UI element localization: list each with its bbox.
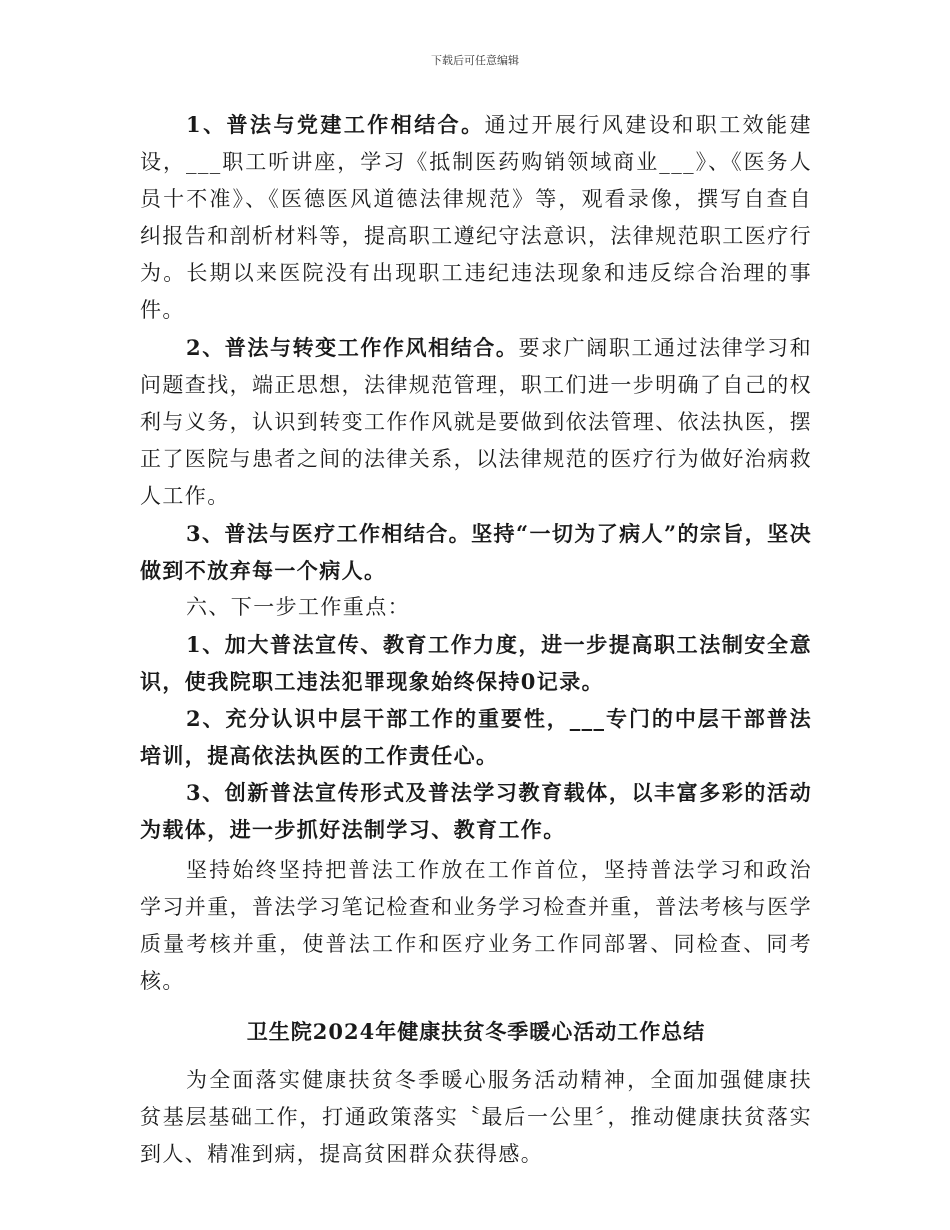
next-step-item-2: 2、充分认识中层干部工作的重要性，___专门的中层干部普法培训，提高依法执医的工作责任心。 [140,706,812,768]
page-header: 下载后可任意编辑 [431,54,519,67]
paragraph-intro: 为全面落实健康扶贫冬季暖心服务活动精神，全面加强健康扶贫基层基础工作，打通政策落实〝最后一公里〞，推动健康扶贫落实到人、精准到病，提高贫困群众获得感。 [140,1068,812,1166]
next-step-item-3: 3、创新普法宣传形式及普法学习教育载体，以丰富多彩的活动为载体，进一步抓好法制学习、教育工作。 [140,780,812,842]
next-step-item-1: 1、加大普法宣传、教育工作力度，进一步提高职工法制安全意识，使我院职工违法犯罪现象始终保持0记录。 [140,632,812,694]
paragraph-party-building [140,106,812,329]
section-title: 卫生院2024年健康扶贫冬季暖心活动工作总结 [246,1019,706,1044]
paragraph-conclusion: 坚持始终坚持把普法工作放在工作首位，坚持普法学习和政治学习并重，普法学习笔记检查和业务学习检查并重，普法考核与医学质量考核并重，使普法工作和医疗业务工作同部署、同检查、同考核。 [140,858,812,993]
document-body [140,106,812,1173]
paragraph-text: 通过开展行风建设和职工效能建设，___职工听讲座，学习《抵制医药购销领域商业___》、《医务人员十不准》、《医德医风道德法律规范》等，观看录像，撰写自查自纠报告和剖析材料等，提高职工遵纪守法意识，法律规范职工医疗行为。长期以来医院没有出现职工违纪违法现象和违反综合治理的事件。 [140,113,812,322]
paragraph-lead: 1、普法与党建工作相结合。 [186,112,485,137]
paragraph-text: 要求广阔职工通过法律学习和问题查找，端正思想，法律规范管理，职工们进一步明确了自己的权利与义务，认识到转变工作作风就是要做到依法管理、依法执医，摆正了医院与患者之间的法律关系，以法律规范的医疗行为做好治病救人工作。 [140,336,812,508]
paragraph-lead: 2、普法与转变工作作风相结合。 [186,335,519,360]
section-heading-next-steps: 六、下一步工作重点： [186,595,410,619]
paragraph-work-style [140,329,812,515]
paragraph-medical-work: 3、普法与医疗工作相结合。坚持“一切为了病人”的宗旨，坚决做到不放弃每一个病人。 [140,521,812,583]
